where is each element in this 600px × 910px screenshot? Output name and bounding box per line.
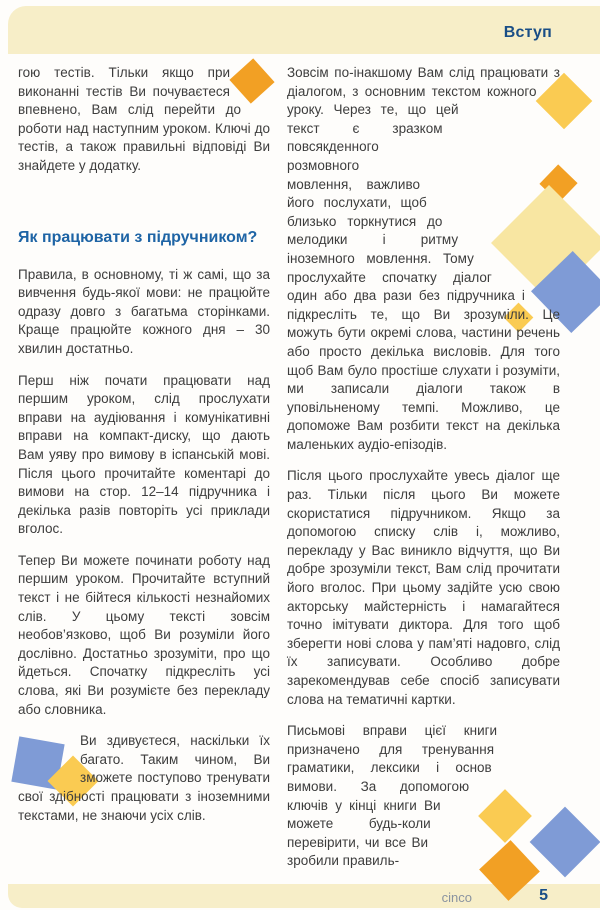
paragraph: Перш ніж почати працювати над першим уроком, слід прослухати вправи на аудіювання і комунікативні вправи на компакт-диску, що дають Вам уяву про вимову в іспанській мові. Після цього прочитайте коментарі до вимови на стор. 12–14 підручника і декілька разів повторіть усі приклади вголос. (18, 372, 270, 537)
paragraph: Ви здивуєтеся, наскільки їх багато. Таким чином, Ви зможете поступово тренувати свої здібності працювати з іноземними текстами, не знаючи усіх слів. (18, 733, 270, 823)
paragraph: Письмові вправи цієї книги призначено для тренування граматики, лексики і основ вимови. За допомогою ключів у кінці книги Ви можете будь-коли перевірити, чи все Ви зробили правиль- (287, 723, 498, 869)
paragraph: Тепер Ви можете починати роботу над першим уроком. Прочитайте вступний текст і не бійтеся кількості незнайомих слів. У цьому тексті зовсім необов’язково, щоб Ви розуміли його дослівно. Достатньо зрозуміти, про що йдеться. Спочатку підкресліть усі слова, які Ви розумієте без перекладу або словника. (18, 552, 270, 717)
paragraph-continued: гою тестів. Тільки якщо при виконанні тестів Ви почуваєтеся впевнено, Вам слід перейти до роботи над наступним уроком. Ключі до тестів, а також правильні відповіді Ви знайдете у додатку. (18, 65, 270, 173)
paragraph: Правила, в основному, ті ж самі, що за вивчення будь-якої мови: не працюйте одразу довго з багатьма сторінками. Краще працюйте кожного дня – 30 хвилин достатньо. (18, 266, 270, 356)
section-heading: Як працювати з підручником? (18, 228, 258, 246)
right-column (287, 64, 560, 884)
left-column (18, 64, 270, 838)
chapter-title: Вступ (503, 24, 552, 41)
text-wrap-spacer (18, 732, 80, 776)
footer-page-word: cinco (441, 890, 472, 905)
page-number: 5 (539, 887, 548, 904)
paragraph: Після цього прослухайте увесь діалог ще раз. Тільки після цього Ви можете скористатися підручником. Якщо за допомогою списку слів і, можливо, перекладу у Вас виникло відчуття, що Ви добре зрозуміли текст, Вам слід прочитати його вголос. При цьому задійте усю свою акторську майстерність і намагайтеся точно імітувати диктора. Для того щоб зберегти нові слова у пам’яті надовго, слід їх записувати. Особливо добре зарекомендував себе спосіб записувати слова на тематичні картки. (287, 468, 560, 707)
paragraph: Зовсім по-інакшому Вам слід працювати з діалогом, з основним текстом кожного уроку. Через те, що цей текст є зразком повсякденного розмовного мовлення, важливо його послухати, щоб близько торкнутися до мелодики і ритму іноземного мовлення. Тому прослухайте спочатку діалог один або два рази без підручника і підкресліть те, що Ви зрозуміли. Це можуть бути окремі слова, частини речень або просто декілька висловів. Для того щоб Вам було простіше слухати і розуміти, ми записали діалоги також в уповільненому темпі. Можливо, це допоможе Вам розбити текст на декілька маленьких аудіо-епізодів. (287, 65, 560, 452)
